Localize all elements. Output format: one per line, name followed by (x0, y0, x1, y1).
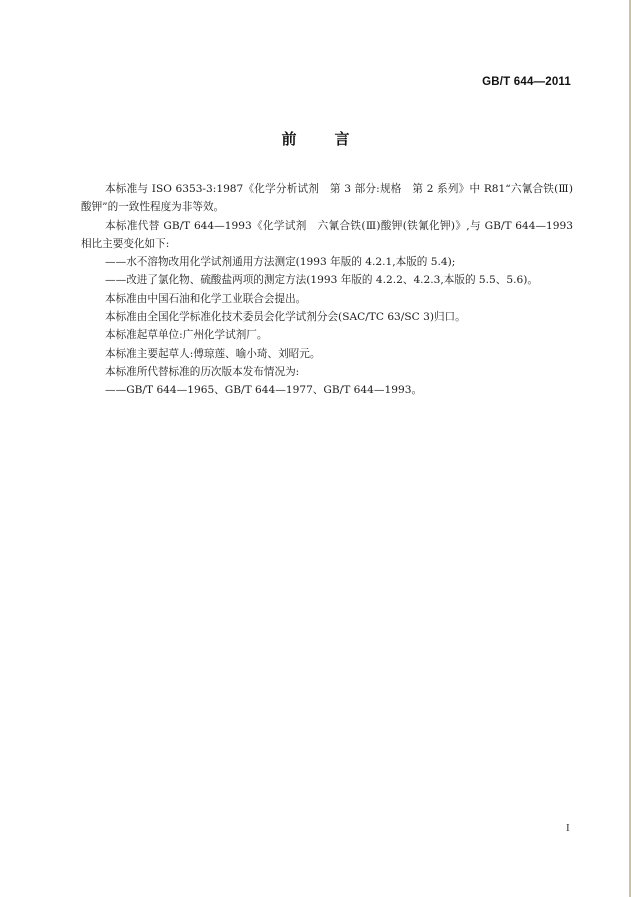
page-title: 前言 (281, 130, 388, 148)
history-item: ——GB/T 644—1965、GB/T 644—1977、GB/T 644—1993。 (105, 384, 423, 397)
paragraph-committee: 本标准由全国化学标准化技术委员会化学试剂分会(SAC/TC 63/SC 3)归口。 (105, 311, 466, 324)
document-body (81, 180, 573, 400)
paragraph-history: 本标准所代替标准的历次版本发布情况为: (105, 365, 300, 378)
change-item: ——改进了氯化物、硫酸盐两项的测定方法(1993 年版的 4.2.2、4.2.3,本版的 5.5、5.6)。 (105, 274, 538, 287)
standard-number: GB/T 644—2011 (482, 76, 571, 88)
paragraph-replaces: 本标准代替 GB/T 644—1993《化学试剂 六氰合铁(Ⅲ)酸钾(铁氰化钾)》,与 GB/T 644—1993 相比主要变化如下: (81, 219, 573, 250)
paragraph-proposer: 本标准由中国石油和化学工业联合会提出。 (105, 292, 307, 305)
change-item: ——水不溶物改用化学试剂通用方法测定(1993 年版的 4.2.1,本版的 5.4); (105, 256, 456, 269)
paragraph-drafters: 本标准主要起草人:傅琼莲、喻小琦、刘昭元。 (105, 347, 321, 360)
page-number: I (566, 822, 570, 834)
paragraph-drafting-unit: 本标准起草单位:广州化学试剂厂。 (105, 329, 268, 342)
paragraph-equivalence: 本标准与 ISO 6353-3:1987《化学分析试剂 第 3 部分:规格 第 2 系列》中 R81“六氰合铁(Ⅲ)酸钾”的一致性程度为非等效。 (81, 183, 573, 214)
